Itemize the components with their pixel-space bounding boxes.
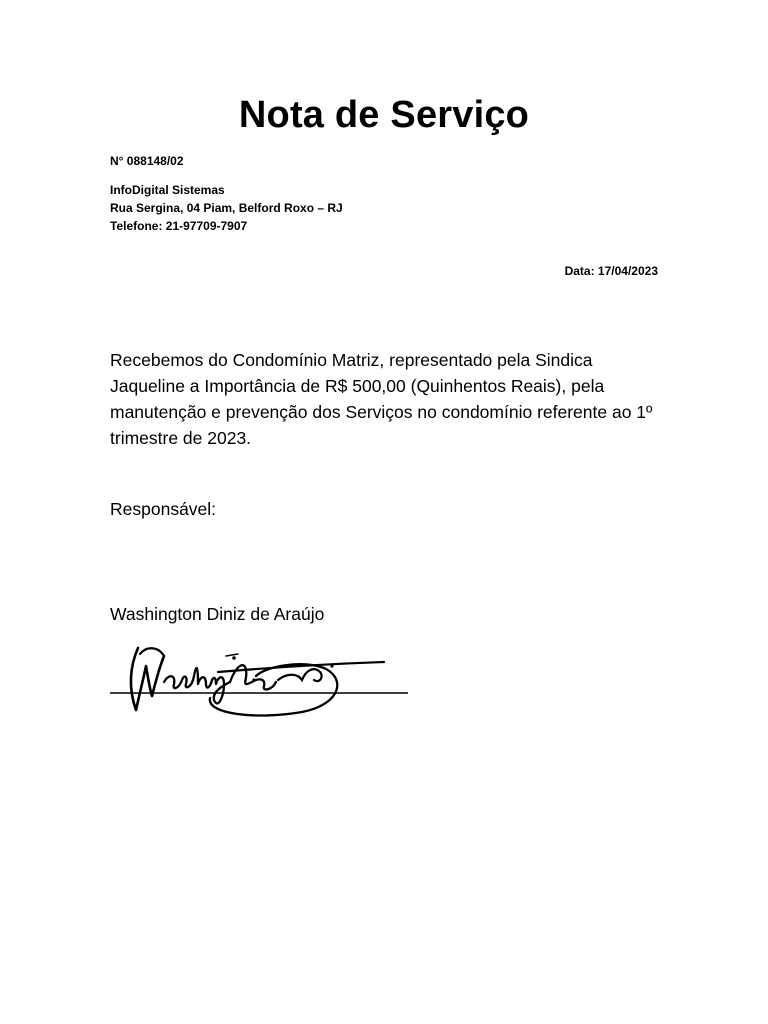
signature-w-top-curl (140, 648, 164, 656)
signature-drawing (106, 636, 416, 720)
issuer-phone: Telefone: 21-97709-7907 (110, 219, 248, 233)
signature-first-name-stroke (164, 668, 230, 703)
issuer-block (110, 181, 343, 235)
signature-accent-stroke (226, 654, 238, 656)
signature-dot (252, 678, 255, 681)
document-date: Data: 17/04/2023 (564, 264, 658, 278)
signature-dot (330, 664, 333, 667)
issuer-name: InfoDigital Sistemas (110, 183, 225, 197)
page-title: Nota de Serviço (238, 94, 530, 136)
issuer-address: Rua Sergina, 04 Piam, Belford Roxo – RJ (110, 201, 343, 215)
responsible-label: Responsável: (110, 499, 217, 519)
document-number: N° 088148/02 (110, 154, 184, 168)
receipt-body-text: Recebemos do Condomínio Matriz, representado pela Sindica Jaqueline a Importância de R$ 500,00 (Quinhentos Reais), pela manutenção e prevenção dos Serviços no condomínio referente ao 1º trimestre de 2023. (110, 350, 653, 448)
handwritten-signature (106, 636, 416, 720)
signature-tail-stroke (278, 669, 322, 681)
signer-name: Washington Diniz de Araújo (110, 604, 325, 624)
signature-dot (232, 656, 236, 660)
signature-letter-w (131, 648, 164, 710)
